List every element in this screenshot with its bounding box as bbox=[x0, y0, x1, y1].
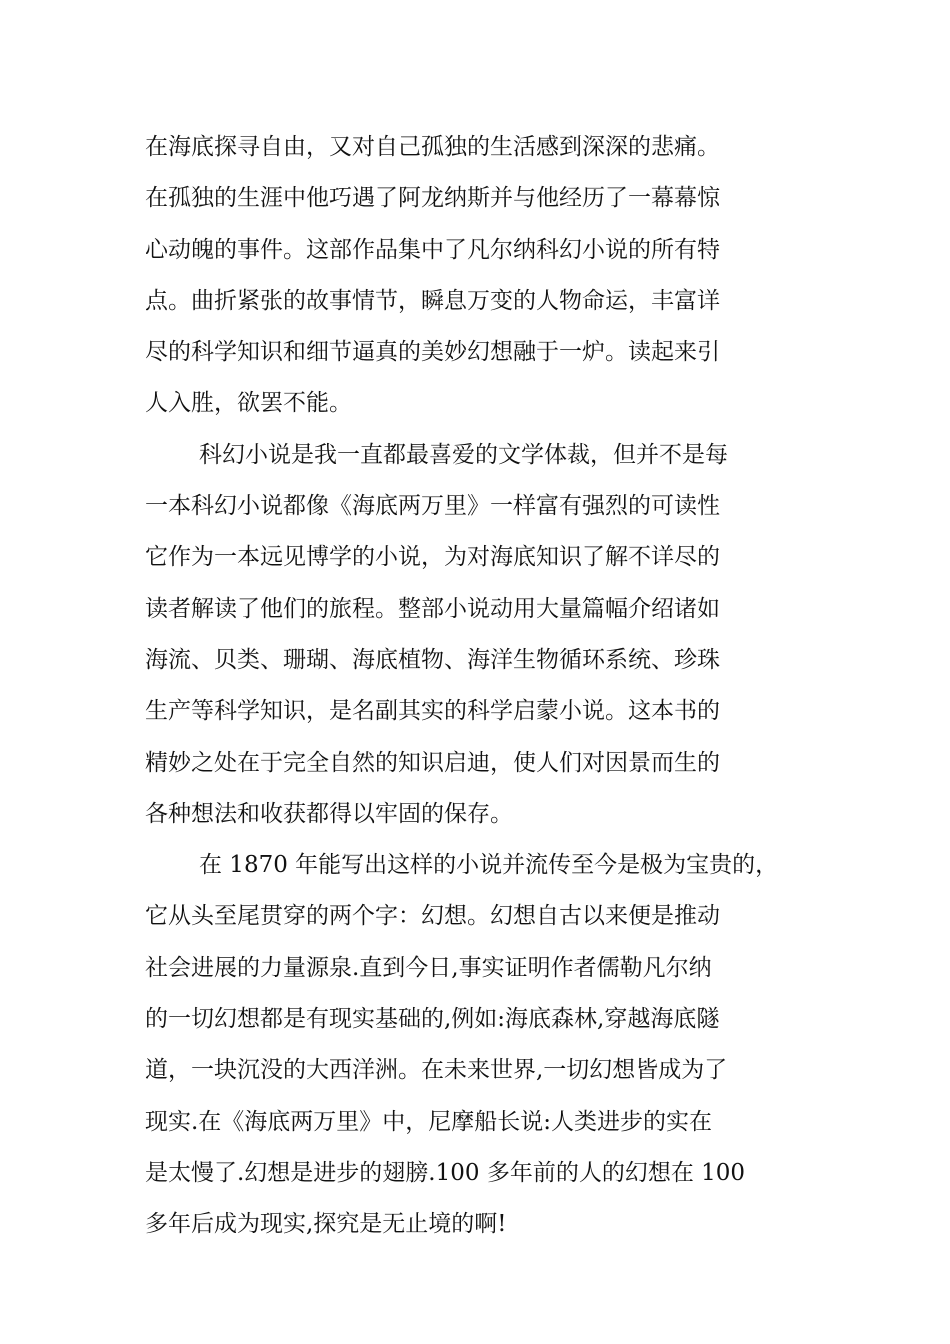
text-line: 它从头至尾贯穿的两个字：幻想。幻想自古以来便是推动 bbox=[145, 903, 720, 930]
text-line: 精妙之处在于完全自然的知识启迪，使人们对因景而生的 bbox=[145, 749, 720, 776]
text-line: 社会进展的力量源泉.直到今日,事实证明作者儒勒凡尔纳 bbox=[145, 954, 712, 981]
text-line: 读者解读了他们的旅程。整部小说动用大量篇幅介绍诸如 bbox=[145, 595, 720, 622]
text-line: 的一切幻想都是有现实基础的,例如:海底森林,穿越海底隧 bbox=[145, 1006, 720, 1033]
paragraph-start-line: 科幻小说是我一直都最喜爱的文学体裁，但并不是每 bbox=[199, 441, 728, 468]
text-line: 在孤独的生涯中他巧遇了阿龙纳斯并与他经历了一幕幕惊 bbox=[145, 185, 720, 212]
text-line: 它作为一本远见博学的小说，为对海底知识了解不详尽的 bbox=[145, 544, 720, 571]
text-line: 人入胜，欲罢不能。 bbox=[145, 390, 352, 417]
text-line: 现实.在《海底两万里》中，尼摩船长说:人类进步的实在 bbox=[145, 1108, 713, 1135]
text-line: 海流、贝类、珊瑚、海底植物、海洋生物循环系统、珍珠 bbox=[145, 646, 720, 673]
text-line: 各种想法和收获都得以牢固的保存。 bbox=[145, 800, 513, 827]
body-text bbox=[145, 122, 815, 1251]
text-line: 是太慢了.幻想是进步的翅膀.100 多年前的人的幻想在 100 bbox=[145, 1159, 746, 1186]
text-line: 尽的科学知识和细节逼真的美妙幻想融于一炉。读起来引 bbox=[145, 339, 720, 366]
text-line: 道，一块沉没的大西洋洲。在未来世界,一切幻想皆成为了 bbox=[145, 1057, 728, 1084]
text-line: 多年后成为现实,探究是无止境的啊! bbox=[145, 1211, 507, 1238]
paragraph-start-line: 在 1870 年能写出这样的小说并流传至今是极为宝贵的， bbox=[199, 852, 779, 879]
text-line: 点。曲折紧张的故事情节，瞬息万变的人物命运，丰富详 bbox=[145, 287, 720, 314]
text-line: 在海底探寻自由，又对自己孤独的生活感到深深的悲痛。 bbox=[145, 134, 720, 160]
text-line: 心动魄的事件。这部作品集中了凡尔纳科幻小说的所有特 bbox=[145, 236, 720, 263]
text-line: 生产等科学知识，是名副其实的科学启蒙小说。这本书的 bbox=[145, 698, 720, 725]
text-line: 一本科幻小说都像《海底两万里》一样富有强烈的可读性 bbox=[145, 493, 720, 520]
